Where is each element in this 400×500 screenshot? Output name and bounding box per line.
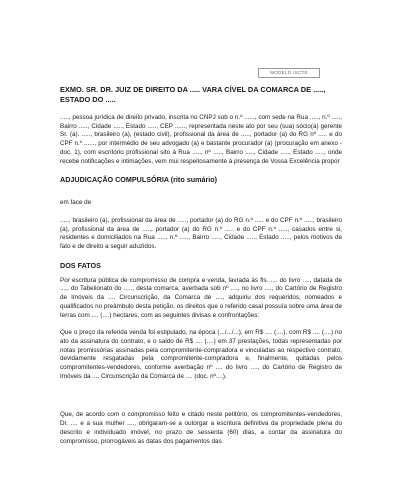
court-address-heading: EXMO. SR. DR. JUIZ DE DIREITO DA ..... VARA CÍVEL DA COMARCA DE ....., ESTADO DO .....: [60, 85, 326, 104]
facts-paragraph-2: Que o preço da referida venda foi estipulado, na época (.../.../...), em R$ .... (....), com R$ .... (....) no ato da assinatura do contrato, e o saldo de R$ .... (....) em 37 prestações, todas representadas por notas promissórias assinadas pela compromitente-compradora e vinculadas ao respectivo contrato, devidamente resgatadas pela compromitente-compradora e, finalmente, quitadas pelos compromitentes-vendedores, conforme averbação nº .... do livro ...., do Cartório de Registro de Imóveis da .... Circunscrição da Comarca de .... (doc. nº....).: [60, 329, 342, 380]
facts-paragraph-1: Por escritura pública de compromisso de compra e venda, lavrada às fls. .... do livro ...., datada de ...., do Tabelionato do ....., desta comarca, averbada sob nº ...., no livro ...., do Cartório de Registro de Imóveis da .... Circunscrição, da Comarca de ...., adquiriu dos requeridos, nomeados e qualificados no preâmbulo desta petição, os direitos que o referido casal possuía sobre uma área de terras com .... (....) hectares, com as seguintes divisas e confrontações:: [60, 276, 342, 319]
facts-title: DOS FATOS: [60, 260, 101, 270]
against-label: em face de: [60, 199, 92, 207]
document-stamp: MODELO ISCTE: [258, 68, 320, 78]
intro-paragraph: ....., pessoa jurídica de direito privado, inscrita no CNPJ sob o n.º ......, com sede na Rua ....., n.º ....., Bairro ....., Cidade ....., Estado ....., CEP ......, representada neste ato por seu (sua) sócio(a) gerente Sr. (a). ....., brasileiro (a), (estado civil), profissional da área de ....., portador (a) do RG nº ..... e do CPF n.º ......, por intermédio de seu advogado (a) e bastante procurador (a) (procuração em anexo - doc. 1), com escritório profissional sito à Rua ....., nº ....., Bairro ....., Cidade ....., Estado ....., onde recebe notificações e intimações, vem mui respeitosamente à presença de Vossa Excelência propor: [60, 114, 342, 165]
facts-paragraph-3: Que, de acordo com o compromisso feito e citado neste petitório, os compromitentes-vendedores, Dr. .... e a sua mulher ...., obrigaram-se a outorgar a escritura definitiva da propriedade plena do descrito e individuado imóvel, no prazo de sessenta (60) dias, a contar da assinatura do compromisso, prorrogáveis as datas dos pagamentos das: [60, 411, 342, 445]
parties-paragraph: ....., brasileiro (a), profissional da área de ....., portador (a) do RG n.º ..... e do CPF n.º ....., brasileiro (a), profissional da área de ....., portador (a) do RG n.º ..... e do CPF n.º ....., casados entre si, residentes e domiciliados na Rua ....., n.º ....., Bairro ....., Cidade ....., Estado ....., pelos motivos de fato e de direito a seguir aduzidos.: [60, 216, 342, 251]
document-body: [60, 85, 342, 446]
action-title: ADJUDICAÇÃO COMPULSÓRIA (rito sumário): [60, 175, 218, 185]
